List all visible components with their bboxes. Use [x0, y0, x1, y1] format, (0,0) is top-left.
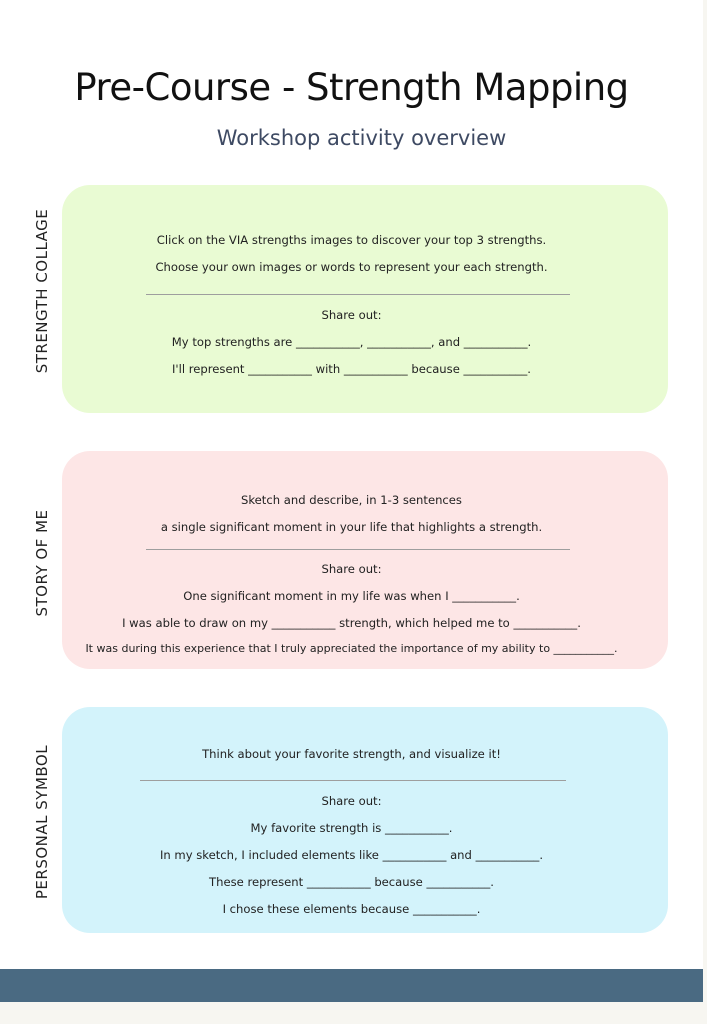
strength-collage-share-heading: Share out: — [321, 308, 382, 322]
section-label-personal-symbol: PERSONAL SYMBOL — [33, 744, 51, 900]
strength-collage-prompt-1: My top strengths are ___________, ___________, and ___________. — [171, 335, 532, 349]
personal-symbol-prompt-1: My favorite strength is ___________. — [250, 821, 453, 835]
page-subtitle: Workshop activity overview — [216, 126, 507, 150]
strength-collage-divider — [146, 294, 570, 295]
footer-bar — [0, 969, 703, 1002]
personal-symbol-prompt-4: I chose these elements because ___________. — [222, 902, 481, 916]
strength-collage-instruction-2: Choose your own images or words to represent your each strength. — [155, 260, 548, 274]
story-of-me-instruction-1: Sketch and describe, in 1-3 sentences — [241, 493, 462, 507]
strength-collage-card — [62, 185, 668, 413]
personal-symbol-divider — [140, 780, 566, 781]
story-of-me-instruction-2: a single significant moment in your life that highlights a strength. — [160, 520, 543, 534]
personal-symbol-instruction-1: Think about your favorite strength, and visualize it! — [202, 747, 501, 761]
strength-collage-prompt-2: I'll represent ___________ with ___________ because ___________. — [172, 362, 531, 376]
personal-symbol-share-heading: Share out: — [321, 794, 382, 808]
story-of-me-card — [62, 451, 668, 669]
personal-symbol-prompt-2: In my sketch, I included elements like ___________ and ___________. — [159, 848, 544, 862]
section-label-strength-collage: STRENGTH COLLAGE — [33, 208, 51, 374]
strength-collage-instruction-1: Click on the VIA strengths images to discover your top 3 strengths. — [156, 233, 547, 247]
personal-symbol-card — [62, 707, 668, 933]
story-of-me-prompt-3: It was during this experience that I truly appreciated the importance of my ability to ___________. — [85, 642, 618, 655]
story-of-me-prompt-1: One significant moment in my life was when I ___________. — [183, 589, 520, 603]
section-label-story-of-me: STORY OF ME — [33, 509, 51, 617]
story-of-me-prompt-2: I was able to draw on my ___________ strength, which helped me to ___________. — [122, 616, 581, 630]
story-of-me-divider — [146, 549, 570, 550]
page-title: Pre-Course - Strength Mapping — [74, 66, 629, 109]
story-of-me-share-heading: Share out: — [321, 562, 382, 576]
personal-symbol-prompt-3: These represent ___________ because ___________. — [209, 875, 494, 889]
